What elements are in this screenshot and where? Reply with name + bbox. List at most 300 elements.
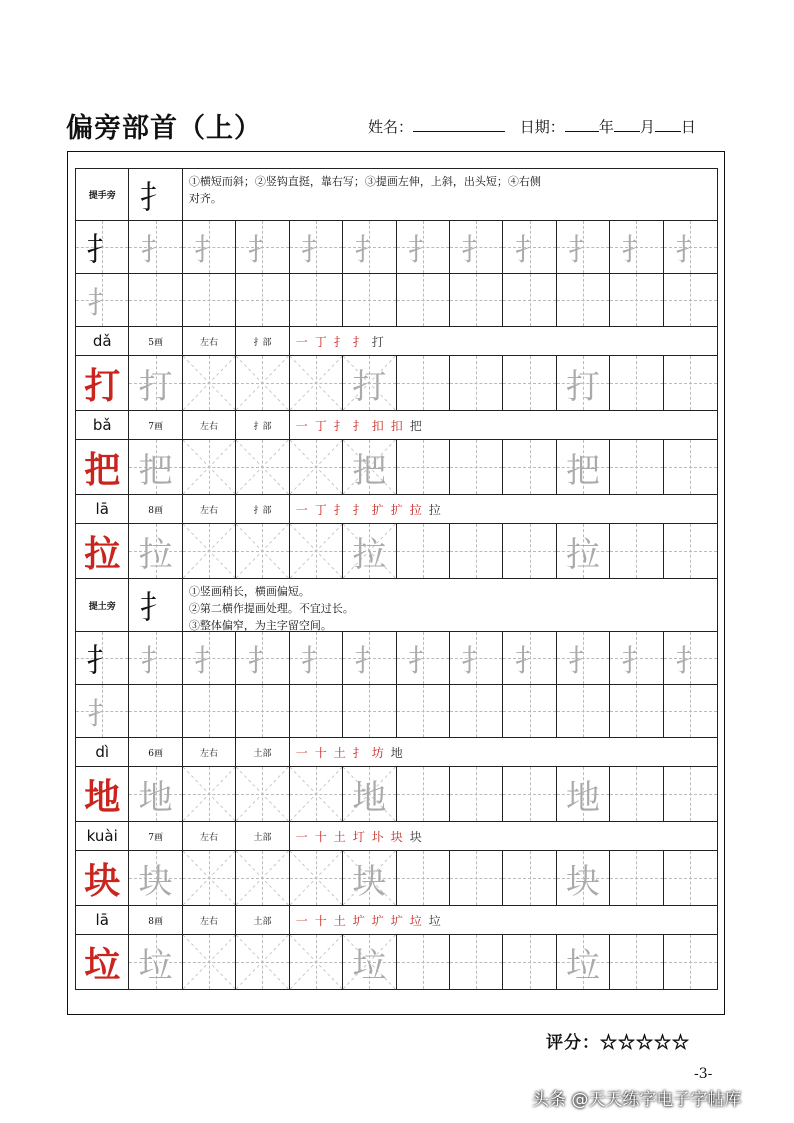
practice-cell[interactable] [503,632,556,684]
radical-glyph: 扌 [139,588,172,626]
radical-label: 扌部 [253,337,272,348]
practice-cell[interactable] [76,632,129,684]
grid-guide [610,711,662,712]
pinyin-cell [76,327,129,355]
practice-grid-row [75,632,718,685]
radical-name-cell [76,169,129,220]
practice-cell[interactable] [236,274,289,326]
practice-cell[interactable] [664,274,717,326]
radical-trace: 扌 [87,286,118,321]
practice-grid-row [75,221,718,274]
day-field[interactable] [655,117,681,132]
practice-cell[interactable] [183,851,236,905]
grid-guide [503,383,555,384]
practice-cell[interactable] [450,851,503,905]
stroke-step: 扌 [352,502,365,517]
practice-cell[interactable] [664,685,717,737]
grid-guide [397,300,449,301]
stroke-step: 块 [390,829,403,844]
grid-guide [450,551,502,552]
radical-trace: 扌 [247,644,278,679]
practice-cell[interactable] [610,685,663,737]
practice-cell[interactable] [129,767,182,821]
practice-cell[interactable] [450,935,503,989]
practice-cell[interactable] [450,767,503,821]
structure: 左右 [200,505,219,516]
practice-cell[interactable] [664,524,717,578]
grid-guide [664,383,717,384]
stroke-step: 扌 [352,418,365,433]
radical-trace: 扌 [461,644,492,679]
practice-cell[interactable] [664,935,717,989]
practice-cell[interactable] [557,524,610,578]
practice-cell[interactable] [183,524,236,578]
diagonal-guide [236,440,288,494]
diagonal-guide [290,356,342,410]
stroke-step: 十 [314,829,327,844]
stroke-order [290,822,717,850]
practice-cell[interactable] [76,685,129,737]
grid-guide [503,467,555,468]
radical-label: 扌部 [253,505,272,516]
practice-cell[interactable] [343,274,396,326]
stroke-step: 地 [390,745,403,760]
practice-cell[interactable] [450,274,503,326]
pinyin: kuài [86,827,118,845]
model-char: 把 [84,448,121,491]
practice-cell[interactable] [664,356,717,410]
practice-cell[interactable] [450,632,503,684]
practice-cell[interactable] [76,221,129,273]
practice-cell[interactable] [610,851,663,905]
practice-cell[interactable] [129,685,182,737]
stroke-step: 丁 [314,502,327,517]
practice-cell[interactable] [450,685,503,737]
practice-cell[interactable] [76,274,129,326]
practice-cell[interactable] [290,632,343,684]
practice-grid-row [75,685,718,738]
practice-cell[interactable] [397,221,450,273]
practice-cell[interactable] [503,935,556,989]
stroke-count-cell [129,738,182,766]
page-number: -3- [694,1066,713,1082]
stroke-order-cell [290,411,717,439]
practice-cell[interactable] [290,221,343,273]
practice-cell[interactable] [236,935,289,989]
radical-notes-cell [183,579,717,631]
char-info-row [75,906,718,935]
radical-trace: 扌 [407,644,438,679]
practice-cell[interactable] [236,632,289,684]
grid-guide [450,383,502,384]
grid-guide [397,878,449,879]
grid-guide [503,711,555,712]
practice-cell[interactable] [290,524,343,578]
stroke-step: 土 [333,829,346,844]
practice-cell[interactable] [397,685,450,737]
practice-cell[interactable] [503,221,556,273]
stroke-count-cell [129,411,182,439]
practice-cell[interactable] [183,685,236,737]
grid-guide [290,711,342,712]
grid-guide [610,962,662,963]
radical-label-cell [236,822,289,850]
radical-label-cell [236,411,289,439]
star-rating-icon[interactable]: ☆☆☆☆☆ [600,1033,690,1053]
practice-cell[interactable] [183,356,236,410]
practice-cell[interactable] [397,274,450,326]
name-field[interactable] [413,117,505,132]
structure: 左右 [200,748,219,759]
practice-cell[interactable] [503,767,556,821]
radical-trace: 扌 [675,233,706,268]
diagonal-guide [183,356,235,410]
practice-cell[interactable] [397,632,450,684]
radical-notes [183,579,717,631]
name-label: 姓名： [368,118,414,136]
stroke-count: 8画 [148,916,163,927]
pinyin: lā [95,911,109,929]
stroke-step: 垃 [428,913,441,928]
radical-trace: 扌 [514,233,545,268]
radical-label-cell [236,495,289,523]
date-label: 日期： [519,118,565,136]
radical-model: 扌 [86,641,119,679]
grid-guide [610,794,662,795]
grid-guide [129,711,181,712]
practice-cell[interactable] [397,356,450,410]
stroke-count: 8画 [148,505,163,516]
practice-cell[interactable] [450,524,503,578]
practice-cell[interactable] [664,221,717,273]
practice-cell[interactable] [610,440,663,494]
practice-cell[interactable] [664,851,717,905]
practice-cell[interactable] [610,935,663,989]
trace-char: 地 [352,777,387,818]
trace-char: 打 [352,366,387,407]
diagonal-guide [236,524,288,578]
stroke-order-cell [290,327,717,355]
stroke-step: 扌 [333,418,346,433]
score-label: 评分： [546,1033,600,1053]
radical-name-cell [76,579,129,631]
practice-cell[interactable] [129,440,182,494]
radical-label: 土部 [253,748,272,759]
structure-cell [183,495,236,523]
practice-cell[interactable] [343,524,396,578]
practice-cell[interactable] [76,440,129,494]
practice-cell[interactable] [610,221,663,273]
radical-label: 扌部 [253,421,272,432]
practice-cell[interactable] [557,440,610,494]
practice-cell[interactable] [343,767,396,821]
trace-char: 块 [352,861,387,902]
radical-trace: 扌 [194,644,225,679]
practice-cell[interactable] [183,632,236,684]
radical-trace: 扌 [621,233,652,268]
practice-cell[interactable] [290,767,343,821]
practice-cell[interactable] [503,524,556,578]
stroke-step: 土 [333,913,346,928]
practice-cell[interactable] [236,767,289,821]
practice-cell[interactable] [557,356,610,410]
grid-guide [610,878,662,879]
diagonal-guide [236,356,288,410]
practice-cell[interactable] [397,851,450,905]
diagonal-guide [236,935,288,989]
trace-char: 打 [138,366,173,407]
diagonal-guide [183,524,235,578]
radical-trace: 扌 [568,233,598,268]
grid-guide [343,711,395,712]
radical-trace: 扌 [247,233,278,268]
grid-guide [290,300,342,301]
practice-cell[interactable] [610,767,663,821]
practice-cell[interactable] [290,356,343,410]
practice-cell[interactable] [450,356,503,410]
practice-cell[interactable] [503,356,556,410]
practice-cell[interactable] [76,851,129,905]
practice-cell[interactable] [557,685,610,737]
stroke-count: 5画 [148,337,163,348]
practice-cell[interactable] [183,274,236,326]
practice-cell[interactable] [503,274,556,326]
practice-cell[interactable] [343,356,396,410]
practice-cell[interactable] [503,851,556,905]
practice-cell[interactable] [610,356,663,410]
grid-guide [664,300,717,301]
practice-cell[interactable] [397,440,450,494]
practice-cell[interactable] [664,767,717,821]
practice-cell[interactable] [397,524,450,578]
radical-notes-cell [183,169,717,220]
practice-cell[interactable] [290,851,343,905]
practice-cell[interactable] [610,632,663,684]
radical-label: 土部 [253,832,272,843]
practice-cell[interactable] [129,274,182,326]
structure: 左右 [200,832,219,843]
practice-cell[interactable] [76,935,129,989]
practice-cell[interactable] [664,440,717,494]
practice-cell[interactable] [236,221,289,273]
radical-trace: 扌 [300,233,331,268]
practice-grid-row [75,274,718,327]
grid-guide [610,467,662,468]
practice-cell[interactable] [183,440,236,494]
trace-char: 垃 [566,945,600,986]
diagonal-guide [183,851,235,905]
trace-char: 垃 [138,945,173,986]
practice-cell[interactable] [76,524,129,578]
practice-cell[interactable] [129,632,182,684]
practice-cell[interactable] [503,440,556,494]
stroke-step: 一 [295,913,308,928]
radical-trace: 扌 [514,644,545,679]
radical-trace: 扌 [354,644,385,679]
practice-cell[interactable] [129,356,182,410]
stroke-step: 扣 [371,418,384,433]
practice-cell[interactable] [664,632,717,684]
stroke-step: 丁 [314,334,327,349]
year-field[interactable] [565,117,599,132]
day-label: 日 [680,118,696,136]
stroke-step: 十 [314,745,327,760]
practice-cell[interactable] [183,767,236,821]
practice-cell[interactable] [236,685,289,737]
radical-header-row [75,168,718,221]
practice-cell[interactable] [343,632,396,684]
stroke-step: 一 [295,334,308,349]
practice-cell[interactable] [236,851,289,905]
practice-cell[interactable] [343,851,396,905]
grid-guide [236,300,288,301]
pinyin-cell [76,738,129,766]
stroke-step: 扌 [352,334,365,349]
structure-cell [183,906,236,934]
practice-cell[interactable] [557,767,610,821]
practice-grid-row [75,935,718,990]
radical-trace: 扌 [407,233,438,268]
practice-cell[interactable] [343,221,396,273]
pinyin: lā [95,500,109,518]
grid-guide [397,467,449,468]
year-label: 年 [598,118,614,136]
practice-cell[interactable] [290,935,343,989]
grid-guide [129,300,181,301]
stroke-step: 土 [333,745,346,760]
practice-cell[interactable] [129,524,182,578]
practice-cell[interactable] [236,440,289,494]
practice-grid-row [75,524,718,579]
grid-guide [397,794,449,795]
practice-cell[interactable] [450,440,503,494]
trace-char: 把 [138,450,173,491]
trace-char: 拉 [138,534,173,575]
stroke-order-cell [290,906,717,934]
stroke-step: 圤 [371,829,384,844]
grid-guide [503,794,555,795]
practice-cell[interactable] [236,524,289,578]
stroke-step: 垃 [409,913,422,928]
radical-label-cell [236,906,289,934]
structure: 左右 [200,421,219,432]
radical-name: 提手旁 [88,191,116,201]
practice-cell[interactable] [290,685,343,737]
stroke-step: 扣 [390,418,403,433]
practice-cell[interactable] [76,767,129,821]
practice-cell[interactable] [183,935,236,989]
stroke-count-cell [129,822,182,850]
practice-cell[interactable] [557,274,610,326]
month-label: 月 [639,118,655,136]
watermark: 头条 @天天练字电子字帖库 [532,1090,742,1110]
practice-cell[interactable] [397,767,450,821]
radical-trace: 扌 [87,697,118,732]
practice-cell[interactable] [503,685,556,737]
char-info-row [75,327,718,356]
diagonal-guide [236,851,288,905]
pinyin-cell [76,906,129,934]
grid-guide [183,300,235,301]
stroke-count-cell [129,906,182,934]
stroke-step: 块 [409,829,422,844]
practice-grid-row [75,356,718,411]
grid-guide [664,962,717,963]
radical-trace: 扌 [354,233,385,268]
stroke-order [290,906,717,934]
diagonal-guide [290,935,342,989]
grid-guide [503,551,555,552]
practice-cell[interactable] [557,851,610,905]
diagonal-guide [183,440,235,494]
diagonal-guide [290,524,342,578]
practice-cell[interactable] [290,274,343,326]
radical-trace: 扌 [140,233,171,268]
practice-cell[interactable] [236,356,289,410]
practice-cell[interactable] [129,221,182,273]
grid-guide [397,551,449,552]
practice-cell[interactable] [76,356,129,410]
note-line: 对齐。 [188,192,222,205]
practice-cell[interactable] [557,632,610,684]
practice-cell[interactable] [343,685,396,737]
trace-char: 垃 [352,945,387,986]
practice-cell[interactable] [610,274,663,326]
practice-cell[interactable] [183,221,236,273]
trace-char: 把 [352,450,387,491]
char-info-row [75,495,718,524]
stroke-step: 拉 [428,502,441,517]
grid-guide [236,711,288,712]
radical-glyph: 扌 [139,177,172,216]
char-info-row [75,738,718,767]
stroke-order [290,495,717,523]
practice-cell[interactable] [129,851,182,905]
stroke-step: 圹 [352,913,365,928]
month-field[interactable] [614,117,640,132]
practice-cell[interactable] [290,440,343,494]
model-char: 垃 [84,943,121,986]
structure-cell [183,327,236,355]
practice-cell[interactable] [557,221,610,273]
page-title: 偏旁部首（上） [66,113,262,144]
structure-cell [183,738,236,766]
structure: 左右 [200,337,219,348]
stroke-step: 打 [371,334,384,349]
pinyin: bǎ [92,416,112,434]
pinyin-cell [76,822,129,850]
radical-name: 提土旁 [88,601,116,612]
stroke-step: 扩 [371,502,384,517]
stroke-order [290,327,717,355]
practice-cell[interactable] [397,935,450,989]
practice-cell[interactable] [343,935,396,989]
practice-cell[interactable] [129,935,182,989]
practice-sheet [75,168,718,990]
stroke-step: 把 [409,418,422,433]
grid-guide [397,383,449,384]
practice-cell[interactable] [557,935,610,989]
trace-char: 拉 [566,534,600,575]
grid-guide [664,878,717,879]
trace-char: 拉 [352,534,387,575]
radical-trace: 扌 [461,233,492,268]
practice-cell[interactable] [343,440,396,494]
note-line: ②第二横作提画处理。不宜过长。 [188,602,354,615]
practice-cell[interactable] [450,221,503,273]
grid-guide [397,711,449,712]
practice-cell[interactable] [610,524,663,578]
